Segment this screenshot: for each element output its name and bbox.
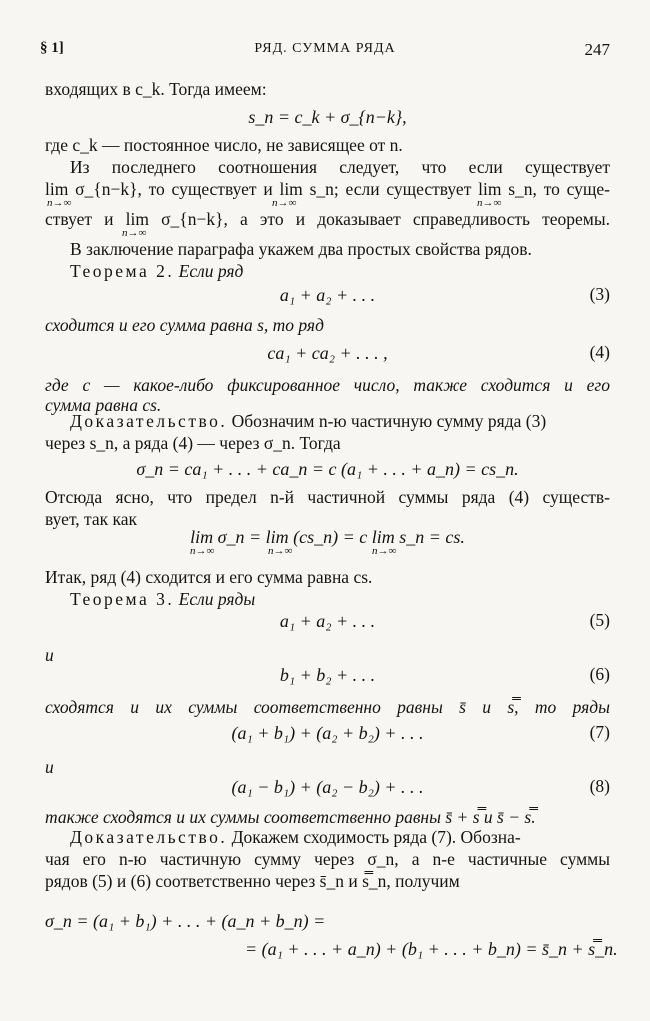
text-line: Отсюда ясно, что предел n-й частичной суммы ряда (4) существ- <box>45 487 610 507</box>
proof-line <box>70 410 610 432</box>
limit-subscript: n→∞ <box>477 197 502 209</box>
proof-line <box>70 826 610 848</box>
text-line: где c — какое-либо фиксированное число, также сходится и его <box>45 375 610 395</box>
limit-subscript: n→∞ <box>47 197 72 209</box>
formula: (a₁ − b₁) + (a₂ − b₂) + . . . <box>231 777 424 797</box>
theorem-3-statement <box>70 588 610 610</box>
limit-subscript: n→∞ <box>268 545 293 557</box>
text-line: чая его n-ю частичную сумму через σ_n, а n-е частичные суммы <box>45 849 610 869</box>
text-line: ствует и lim σ_{n−k}, а это и доказывает справедливость теоремы. <box>45 209 610 229</box>
formula: lim σ_n = lim (cs_n) = c lim s_n = cs. <box>190 527 465 547</box>
section-marker: § 1] <box>40 40 64 56</box>
formula: s_n = c_k + σ_{n−k}, <box>248 107 407 127</box>
limit-subscript: n→∞ <box>190 545 215 557</box>
text-line: сумма равна cs. <box>45 395 162 415</box>
equation-number: (4) <box>589 342 610 362</box>
text-line: где c_k — постоянное число, не зависящее от n. <box>45 135 403 155</box>
formula: σ_n = ca₁ + . . . + ca_n = c (a₁ + . . . + a_n) = cs_n. <box>136 459 519 479</box>
running-header <box>40 38 610 62</box>
text-line: lim σ_{n−k}, то существует и lim s_n; если существует lim s_n, то суще- <box>45 179 610 199</box>
theorem-label: Теорема 3. <box>70 589 175 609</box>
text-line: сходятся и их суммы соответственно равны s̄ и s̿, то ряды <box>45 697 610 717</box>
equation-number: (8) <box>589 776 610 796</box>
text-line: В заключение параграфа укажем два простых свойства рядов. <box>70 239 532 259</box>
chapter-title: РЯД. СУММА РЯДА <box>254 41 396 56</box>
formula: (a₁ + b₁) + (a₂ + b₂) + . . . <box>231 723 424 743</box>
conjunction: и <box>45 757 54 777</box>
proof-text: Докажем сходимость ряда (7). Обозна- <box>231 827 521 847</box>
page-number: 247 <box>584 40 610 59</box>
text-line: через s_n, а ряда (4) — через σ_n. Тогда <box>45 433 341 453</box>
text-line: вует, так как <box>45 509 138 529</box>
theorem-text: Если ряд <box>178 261 244 281</box>
theorem-2-statement <box>70 260 610 282</box>
limit-subscript: n→∞ <box>272 197 297 209</box>
text-line: также сходятся и их суммы соответственно равны s̄ + s̿ и s̄ − s̿. <box>45 807 536 827</box>
theorem-label: Теорема 2. <box>70 261 175 281</box>
text-line: входящих в c_k. Тогда имеем: <box>45 79 267 99</box>
equation-number: (7) <box>589 722 610 742</box>
theorem-text: Если ряды <box>178 589 256 609</box>
text-line: Итак, ряд (4) сходится и его сумма равна cs. <box>45 567 373 587</box>
limit-subscript: n→∞ <box>122 227 147 239</box>
text-line: сходится и его сумма равна s, то ряд <box>45 315 324 335</box>
equation-number: (3) <box>589 284 610 304</box>
conjunction: и <box>45 645 54 665</box>
text-line: Из последнего соотношения следует, что если существует <box>70 157 610 177</box>
equation-number: (6) <box>589 664 610 684</box>
formula: σ_n = (a₁ + b₁) + . . . + (a_n + b_n) = <box>45 911 326 931</box>
formula: b₁ + b₂ + . . . <box>279 665 376 685</box>
formula: a₁ + a₂ + . . . <box>279 611 376 631</box>
equation-number: (5) <box>589 610 610 630</box>
proof-text: Обозначим n-ю частичную сумму ряда (3) <box>231 411 547 431</box>
proof-label: Доказательство. <box>70 827 228 847</box>
limit-subscript: n→∞ <box>372 545 397 557</box>
text-line: рядов (5) и (6) соответственно через s̄_n и s̿_n, получим <box>45 871 460 891</box>
proof-label: Доказательство. <box>70 411 228 431</box>
formula: ca₁ + ca₂ + . . . , <box>267 343 388 363</box>
formula: a₁ + a₂ + . . . <box>279 285 376 305</box>
formula: = (a₁ + . . . + a_n) + (b₁ + . . . + b_n) = s̄_n + s̿_n. <box>245 939 618 959</box>
